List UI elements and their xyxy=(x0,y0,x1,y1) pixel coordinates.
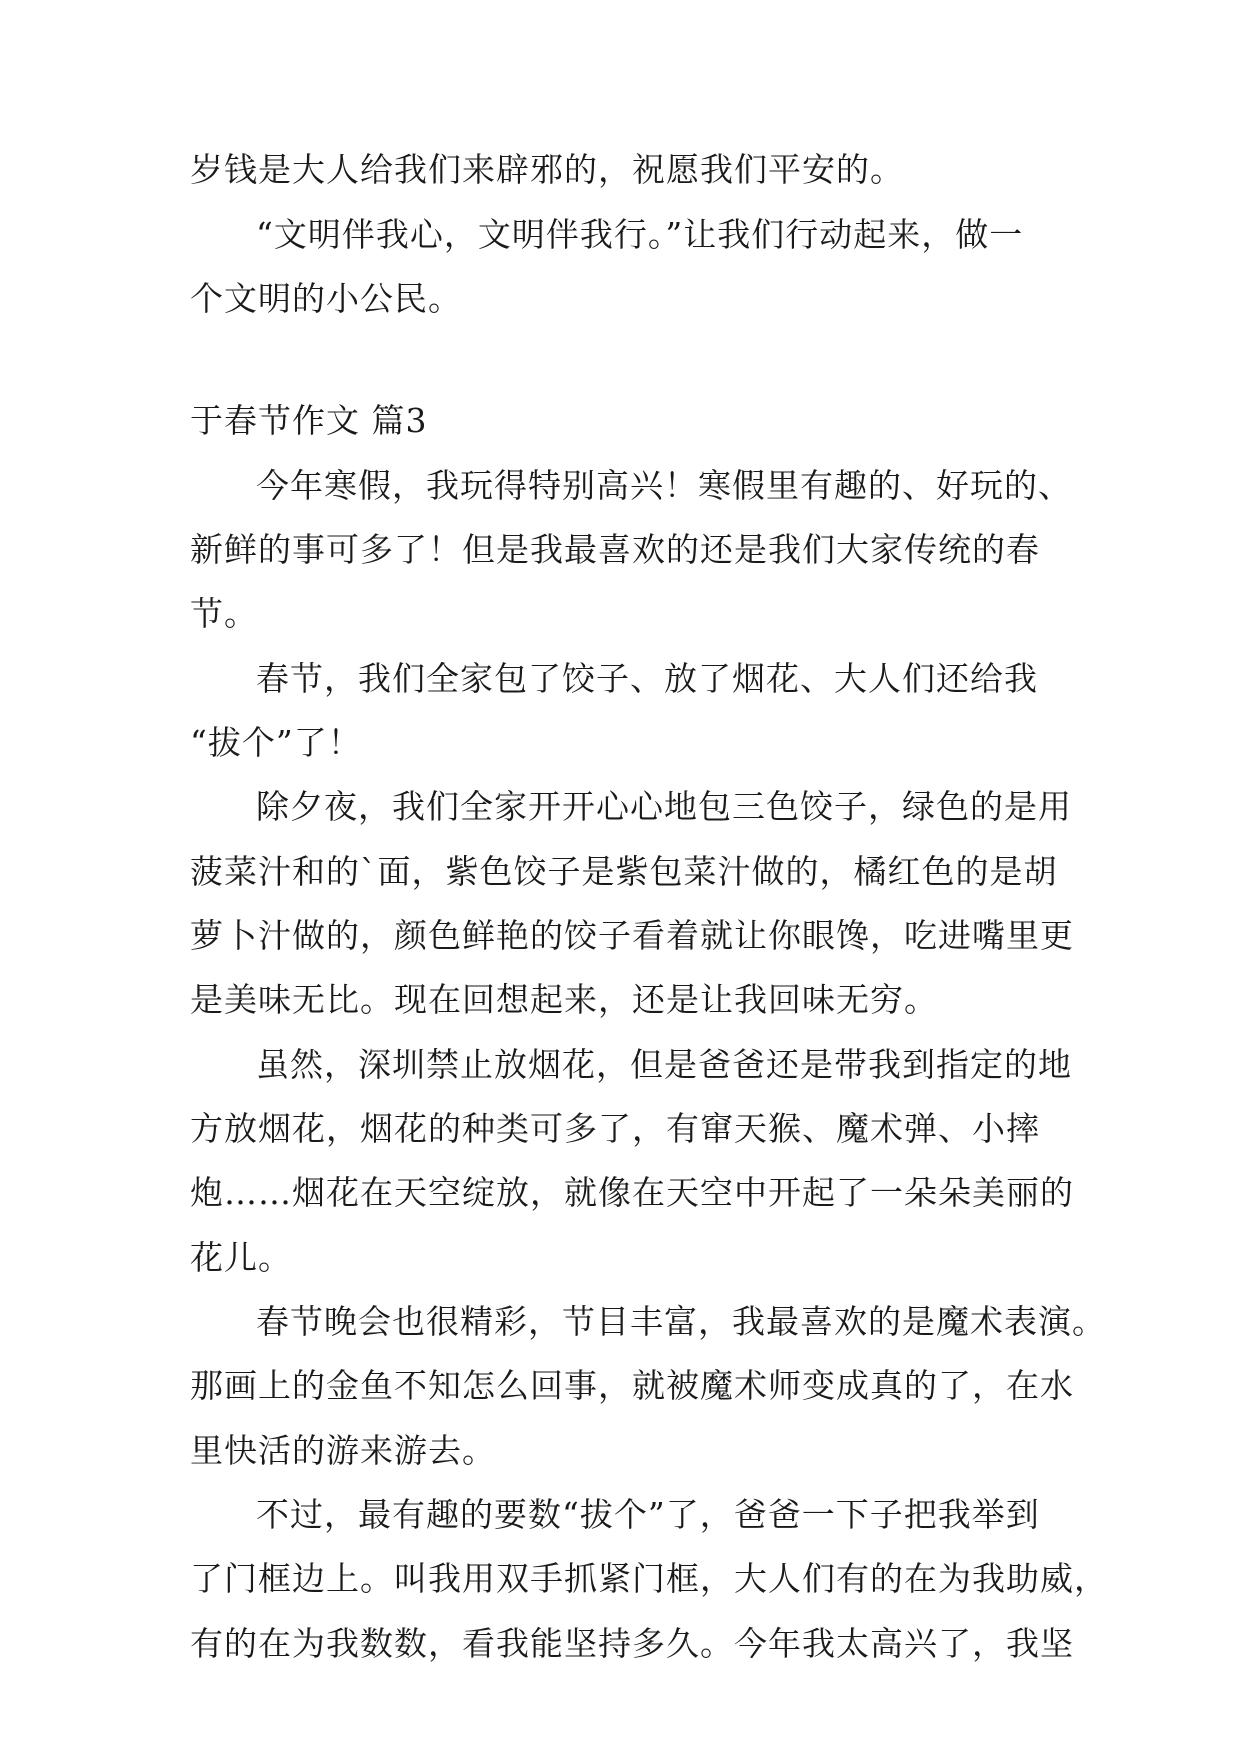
paragraph-line: 方放烟花，烟花的种类可多了，有窜天猴、魔术弹、小摔 xyxy=(190,1109,1040,1148)
paragraph-line: 炮……烟花在天空绽放，就像在天空中开起了一朵朵美丽的 xyxy=(190,1173,1074,1212)
paragraph-line: 岁钱是大人给我们来辟邪的，祝愿我们平安的。 xyxy=(190,150,904,189)
paragraph-line: 不过，最有趣的要数“拔个”了，爸爸一下子把我举到 xyxy=(256,1495,1040,1534)
paragraph-line: 节。 xyxy=(190,594,258,633)
paragraph-line: 是美味无比。现在回想起来，还是让我回味无穷。 xyxy=(190,980,938,1019)
paragraph-line: 那画上的金鱼不知怎么回事，就被魔术师变成真的了，在水 xyxy=(190,1366,1074,1405)
paragraph-line: 个文明的小公民。 xyxy=(190,279,462,318)
paragraph-line: 里快活的游来游去。 xyxy=(190,1431,496,1470)
paragraph-line: 花儿。 xyxy=(190,1238,292,1277)
paragraph-line: 春节晚会也很精彩，节目丰富，我最喜欢的是魔术表演。 xyxy=(256,1302,1106,1341)
paragraph-line: 除夕夜，我们全家开开心心地包三色饺子，绿色的是用 xyxy=(256,787,1072,826)
paragraph-line: 今年寒假，我玩得特别高兴！寒假里有趣的、好玩的、 xyxy=(256,466,1072,505)
paragraph-line: 有的在为我数数，看我能坚持多久。今年我太高兴了，我坚 xyxy=(190,1624,1074,1663)
paragraph-line: 菠菜汁和的`面，紫色饺子是紫包菜汁做的，橘红色的是胡 xyxy=(190,852,1058,891)
paragraph-line: 春节，我们全家包了饺子、放了烟花、大人们还给我 xyxy=(256,659,1038,698)
paragraph-line: 虽然，深圳禁止放烟花，但是爸爸还是带我到指定的地 xyxy=(256,1045,1072,1084)
paragraph-line: 新鲜的事可多了！但是我最喜欢的还是我们大家传统的春 xyxy=(190,530,1040,569)
section-heading: 于春节作文 篇3 xyxy=(190,401,428,440)
paragraph-line: “拔个”了！ xyxy=(190,723,362,762)
paragraph-line: 萝卜汁做的，颜色鲜艳的饺子看着就让你眼馋，吃进嘴里更 xyxy=(190,916,1074,955)
paragraph-line: “文明伴我心，文明伴我行。”让我们行动起来，做一 xyxy=(256,215,1024,254)
paragraph-line: 了门框边上。叫我用双手抓紧门框，大人们有的在为我助威， xyxy=(190,1559,1108,1598)
